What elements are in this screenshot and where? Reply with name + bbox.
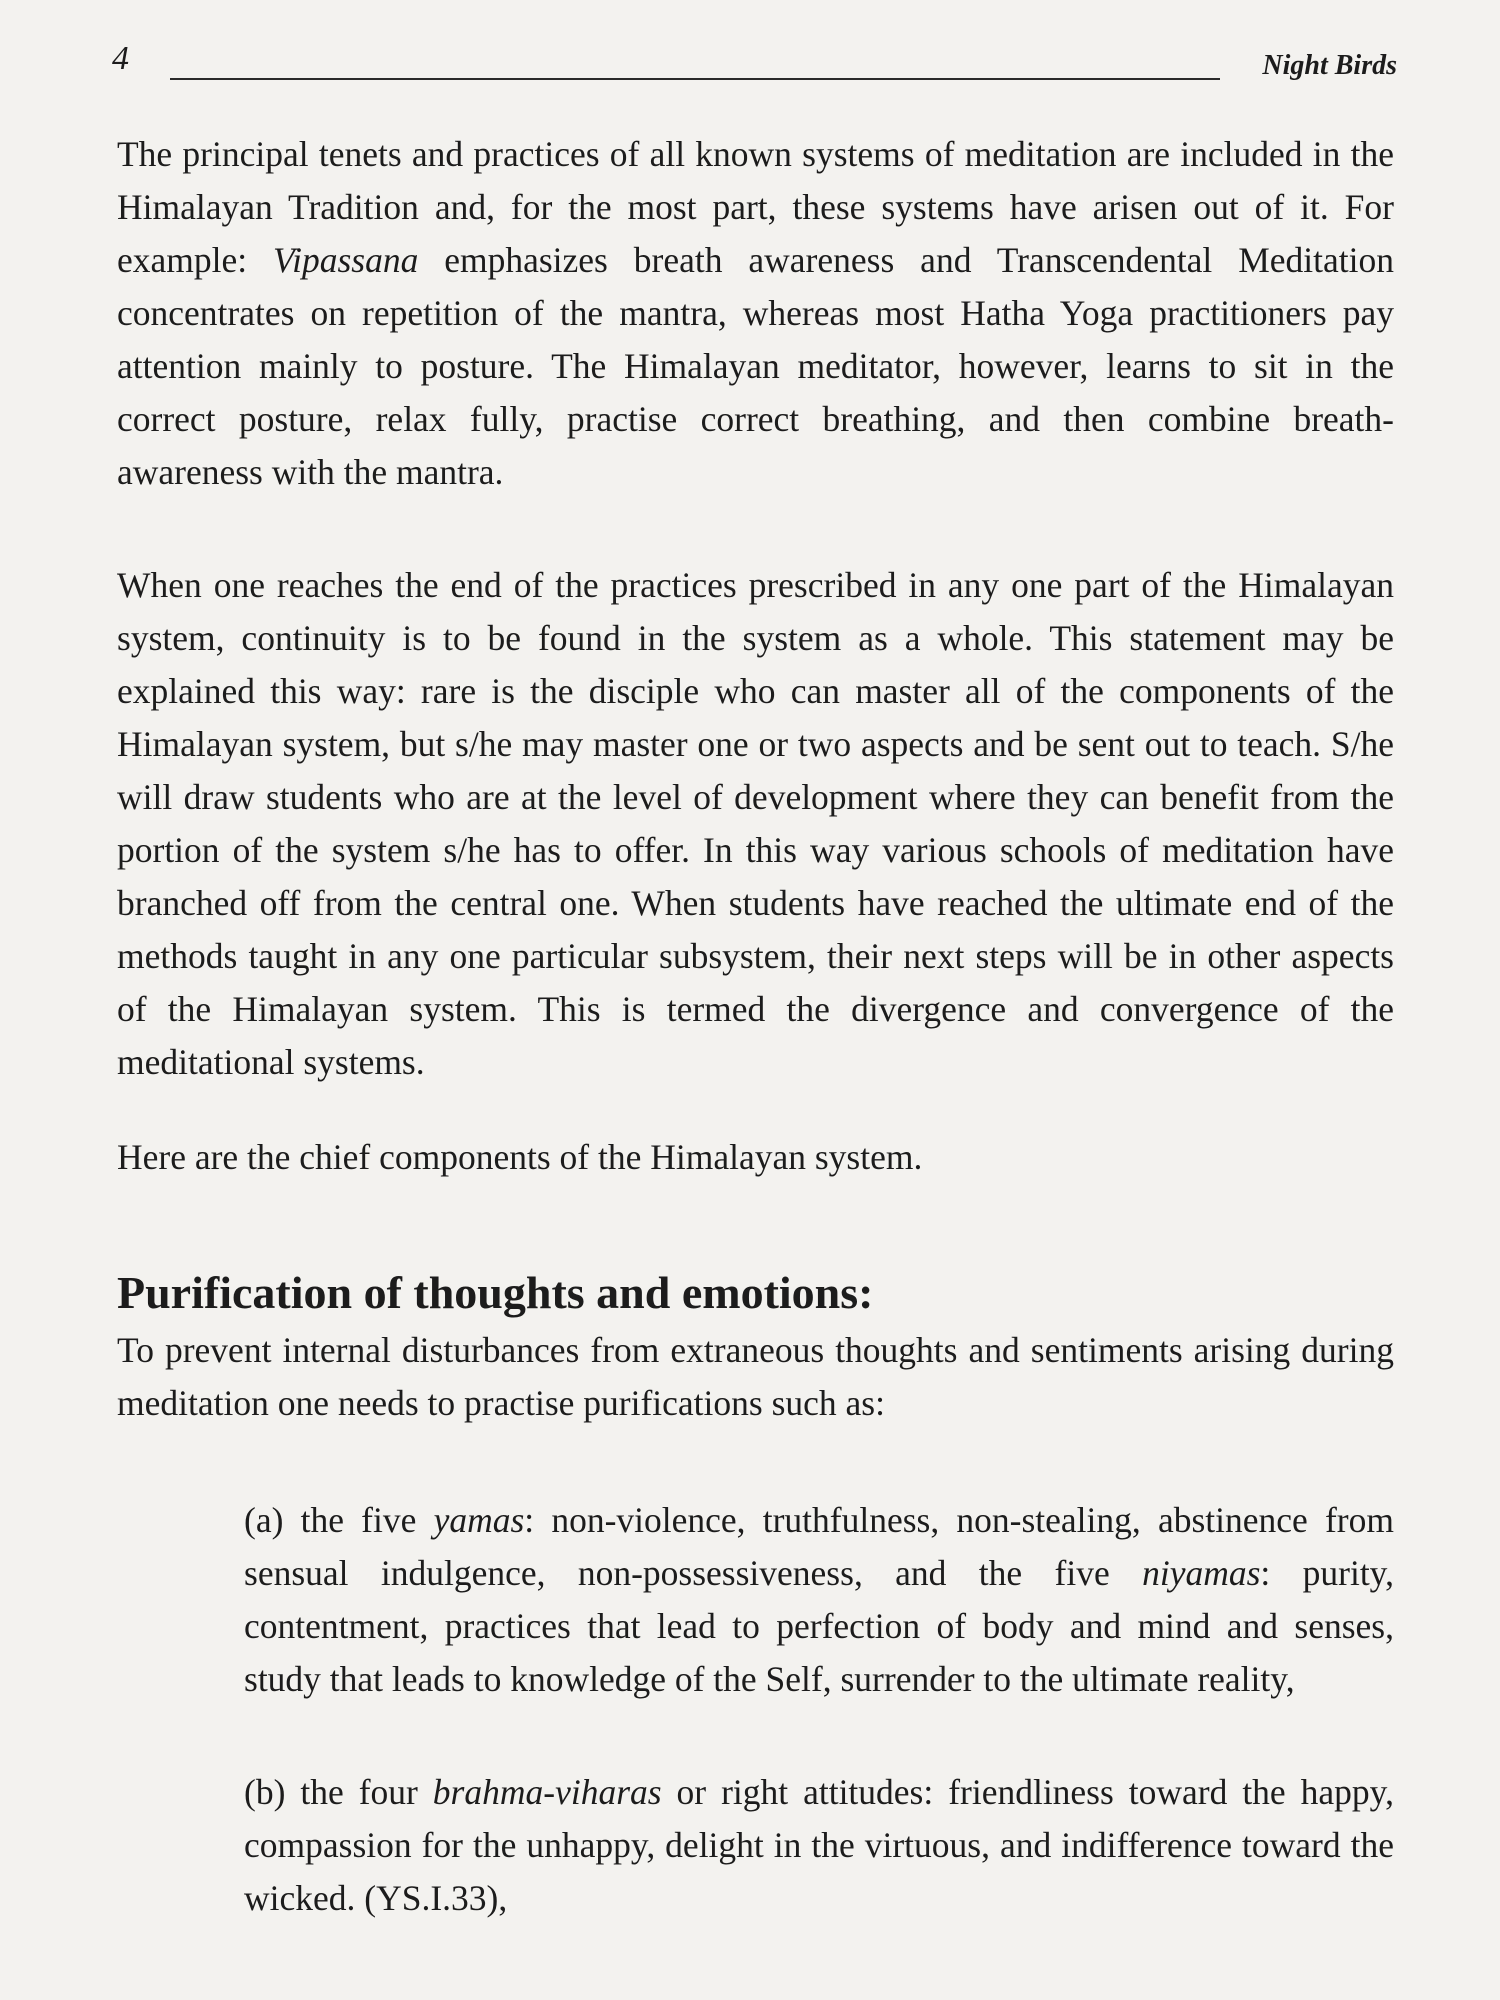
book-title: Night Birds [1262, 50, 1397, 81]
list-text: : non-violence, truthfulness, non-stealing, abstinence from sensual indulgence, non-possessiveness, and the five [244, 1500, 1394, 1593]
paragraph-continuity: When one reaches the end of the practices prescribed in any one part of the Himalayan system, continuity is to be found in the system as a whole. This statement may be explained this way: rare is the disciple who can master all of the components of the Himalayan system, but s/he may master one or two aspects and be sent out to teach. S/he will draw students who are at the level of development where they can benefit from the portion of the system s/he has to offer. In this way various schools of meditation have branched off from the central one. When students have reached the ultimate end of the methods taught in any one particular subsystem, their next steps will be in other aspects of the Himalayan system. This is termed the divergence and convergence of the meditational systems. [117, 565, 1394, 1082]
list-text: : purity, contentment, practices that lead to perfection of body and mind and senses, study that leads to knowledge of the Self, surrender to the ultimate reality, [244, 1553, 1394, 1699]
purification-list [244, 1494, 1394, 1925]
italic-term: yamas [433, 1500, 525, 1540]
list-text: or right attitudes: friendliness toward the happy, compassion for the unhappy, delight in the virtuous, and indifference toward the wicked. (YS.I.33), [244, 1772, 1394, 1918]
running-head [112, 40, 1397, 90]
italic-term: brahma-viharas [432, 1772, 662, 1812]
list-item-b [244, 1766, 1394, 1925]
italic-term: Vipassana [273, 240, 419, 280]
section-heading: Purification of thoughts and emotions: [117, 1267, 874, 1318]
page-content [117, 128, 1394, 1925]
italic-term: niyamas [1142, 1553, 1261, 1593]
header-rule [170, 78, 1220, 80]
paragraph-purification-intro: To prevent internal disturbances from extraneous thoughts and sentiments arising during meditation one needs to practise purifications such as: [117, 1330, 1394, 1423]
paragraph-text: The principal tenets and practices of all known systems of meditation are included in the Himalayan Tradition and, for the most part, these systems have arisen out of it. For example: [117, 134, 1394, 280]
list-text: (a) the five [244, 1500, 434, 1540]
paragraph-meditation-systems [117, 128, 1394, 499]
page-number: 4 [112, 40, 129, 77]
list-item-a [244, 1494, 1394, 1706]
list-text: (b) the four [244, 1772, 433, 1812]
paragraph-text: emphasizes breath awareness and Transcendental Meditation concentrates on repetition of the mantra, whereas most Hatha Yoga practitioners pay attention mainly to posture. The Himalayan meditator, however, learns to sit in the correct posture, relax fully, practise correct breathing, and then combine breath-awareness with the mantra. [117, 240, 1394, 492]
paragraph-chief-components: Here are the chief components of the Himalayan system. [117, 1137, 923, 1177]
